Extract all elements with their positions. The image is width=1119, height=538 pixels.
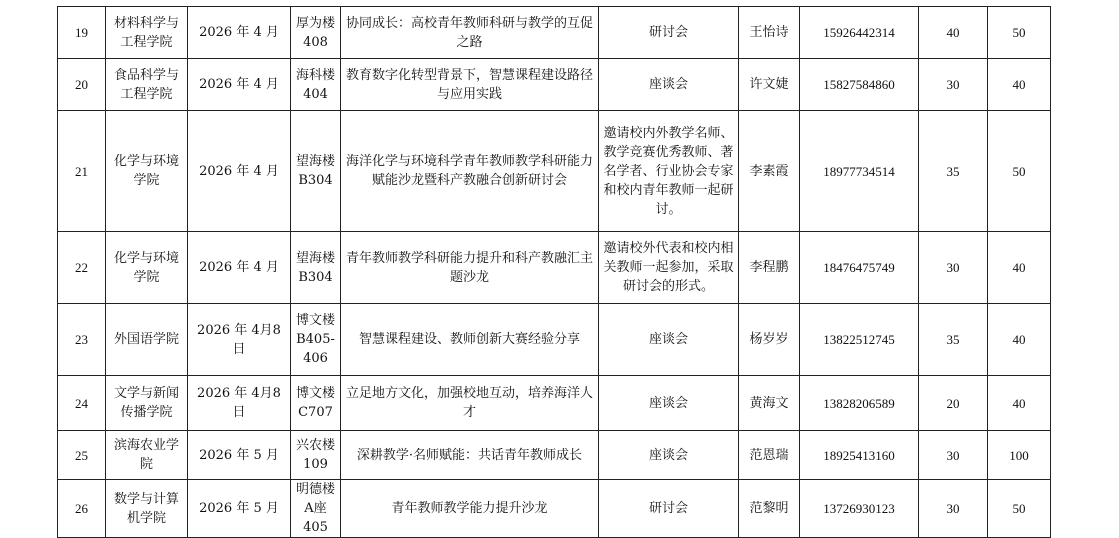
table-row [58,431,1051,480]
phone-cell: 13822512745 [800,304,919,376]
date-cell: 2026 年 5 月 [188,480,291,538]
table-row [58,7,1051,59]
phone-cell: 13726930123 [800,480,919,538]
contact-cell: 杨岁岁 [739,304,800,376]
date-cell: 2026 年 4月8日 [188,304,291,376]
row-number: 20 [58,59,106,111]
topic-cell: 海洋化学与环境科学青年教师教学科研能力赋能沙龙暨科产教融合创新研讨会 [341,111,599,232]
date-cell: 2026 年 4 月 [188,59,291,111]
format-cell: 研讨会 [599,7,739,59]
row-number: 23 [58,304,106,376]
phone-cell: 15926442314 [800,7,919,59]
college-cell: 化学与环境学院 [106,111,188,232]
college-cell: 数学与计算机学院 [106,480,188,538]
row-number: 26 [58,480,106,538]
venue-cell: 望海楼 B304 [291,111,341,232]
format-cell: 座谈会 [599,431,739,480]
count-b-cell: 100 [988,431,1051,480]
count-b-cell: 40 [988,232,1051,304]
count-b-cell: 50 [988,480,1051,538]
table-row [58,232,1051,304]
phone-cell: 18925413160 [800,431,919,480]
format-cell: 座谈会 [599,304,739,376]
college-cell: 食品科学与工程学院 [106,59,188,111]
count-b-cell: 40 [988,376,1051,431]
college-cell: 滨海农业学院 [106,431,188,480]
venue-cell: 博文楼 C707 [291,376,341,431]
contact-cell: 范恩瑞 [739,431,800,480]
topic-cell: 协同成长：高校青年教师科研与教学的互促之路 [341,7,599,59]
count-a-cell: 30 [919,59,988,111]
topic-cell: 青年教师教学科研能力提升和科产教融汇主题沙龙 [341,232,599,304]
topic-cell: 深耕教学·名师赋能：共话青年教师成长 [341,431,599,480]
contact-cell: 王怡诗 [739,7,800,59]
venue-cell: 博文楼 B405-406 [291,304,341,376]
phone-cell: 13828206589 [800,376,919,431]
table-row [58,304,1051,376]
format-cell: 座谈会 [599,376,739,431]
college-cell: 外国语学院 [106,304,188,376]
count-a-cell: 35 [919,304,988,376]
format-cell: 座谈会 [599,59,739,111]
table-row [58,59,1051,111]
count-b-cell: 40 [988,304,1051,376]
venue-cell: 厚为楼 408 [291,7,341,59]
phone-cell: 15827584860 [800,59,919,111]
phone-cell: 18977734514 [800,111,919,232]
college-cell: 材料科学与工程学院 [106,7,188,59]
count-b-cell: 50 [988,111,1051,232]
date-cell: 2026 年 4 月 [188,7,291,59]
contact-cell: 范黎明 [739,480,800,538]
format-cell: 邀请校外代表和校内相关教师一起参加，采取研讨会的形式。 [599,232,739,304]
count-a-cell: 20 [919,376,988,431]
count-b-cell: 40 [988,59,1051,111]
count-a-cell: 30 [919,431,988,480]
college-cell: 化学与环境学院 [106,232,188,304]
table-row [58,480,1051,538]
row-number: 25 [58,431,106,480]
table-row [58,376,1051,431]
contact-cell: 许文婕 [739,59,800,111]
count-b-cell: 50 [988,7,1051,59]
row-number: 19 [58,7,106,59]
row-number: 22 [58,232,106,304]
college-cell: 文学与新闻传播学院 [106,376,188,431]
format-cell: 研讨会 [599,480,739,538]
topic-cell: 教育数字化转型背景下，智慧课程建设路径与应用实践 [341,59,599,111]
count-a-cell: 30 [919,232,988,304]
date-cell: 2026 年 4 月 [188,111,291,232]
activity-table [57,6,1051,538]
phone-cell: 18476475749 [800,232,919,304]
venue-cell: 兴农楼 109 [291,431,341,480]
date-cell: 2026 年 5 月 [188,431,291,480]
topic-cell: 青年教师教学能力提升沙龙 [341,480,599,538]
topic-cell: 智慧课程建设、教师创新大赛经验分享 [341,304,599,376]
contact-cell: 李素霞 [739,111,800,232]
table-row [58,111,1051,232]
count-a-cell: 40 [919,7,988,59]
contact-cell: 李程鹏 [739,232,800,304]
topic-cell: 立足地方文化，加强校地互动，培养海洋人才 [341,376,599,431]
venue-cell: 海科楼 404 [291,59,341,111]
count-a-cell: 35 [919,111,988,232]
venue-cell: 明德楼 A座 405 [291,480,341,538]
venue-cell: 望海楼 B304 [291,232,341,304]
row-number: 24 [58,376,106,431]
format-cell: 邀请校内外教学名师、教学竞赛优秀教师、著名学者、行业协会专家和校内青年教师一起研讨。 [599,111,739,232]
count-a-cell: 30 [919,480,988,538]
row-number: 21 [58,111,106,232]
contact-cell: 黄海文 [739,376,800,431]
date-cell: 2026 年 4月8日 [188,376,291,431]
date-cell: 2026 年 4 月 [188,232,291,304]
